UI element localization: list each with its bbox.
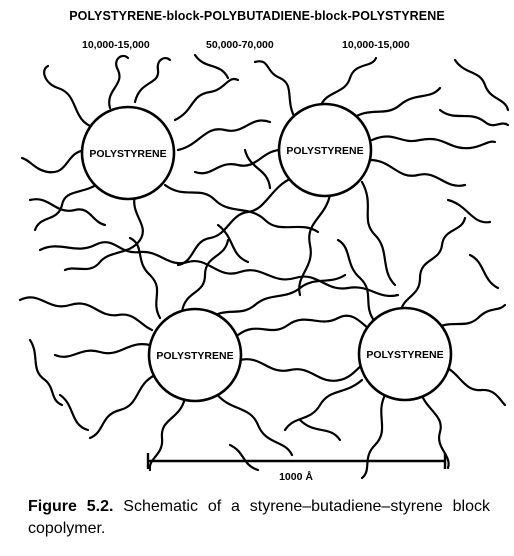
chain <box>362 395 385 478</box>
chain <box>60 395 88 430</box>
caption-text: Schematic of a styrene–butadiene–styrene block copolymer. <box>28 498 490 537</box>
chain <box>350 88 440 120</box>
chain <box>195 55 228 78</box>
chain <box>230 445 258 470</box>
chain <box>370 160 465 186</box>
chain <box>35 182 100 230</box>
polybutadiene-chains <box>20 55 508 478</box>
figure-number: Figure 5.2. <box>28 498 114 515</box>
chain <box>455 60 508 110</box>
chain <box>20 297 152 330</box>
chain <box>130 238 160 318</box>
domain-label: POLYSTYRENE <box>286 145 364 157</box>
chain <box>448 200 490 222</box>
chain <box>22 150 88 172</box>
chain <box>40 242 398 296</box>
domain-label: POLYSTYRENE <box>366 349 444 361</box>
chain <box>44 66 95 128</box>
chain <box>208 275 345 320</box>
chain <box>320 58 376 108</box>
chain <box>218 225 248 262</box>
chain <box>150 398 185 470</box>
chain <box>240 359 362 381</box>
domain-label: POLYSTYRENE <box>89 148 167 160</box>
chain <box>372 136 495 148</box>
chain <box>30 340 62 405</box>
chain <box>109 56 128 108</box>
mw-right-block: 10,000-15,000 <box>342 39 410 51</box>
chain <box>90 375 155 438</box>
chain <box>440 110 508 125</box>
chain <box>255 61 295 118</box>
chain <box>175 79 238 120</box>
chain <box>400 218 465 315</box>
mw-middle-block: 50,000-70,000 <box>206 39 274 51</box>
chain <box>182 240 228 312</box>
chain <box>300 420 340 440</box>
figure-caption <box>28 496 490 540</box>
chain <box>285 380 362 430</box>
chain <box>65 195 143 270</box>
chain <box>135 58 170 102</box>
chain <box>362 182 395 285</box>
chain <box>55 344 150 357</box>
mw-left-block: 10,000-15,000 <box>82 39 150 51</box>
chain <box>338 240 375 322</box>
chain <box>470 255 498 288</box>
domain-label: POLYSTYRENE <box>156 350 234 362</box>
chain <box>195 150 285 173</box>
chain <box>178 120 270 150</box>
chain <box>440 365 505 405</box>
chain <box>165 185 318 232</box>
scale-bar-label: 1000 Å <box>279 471 313 483</box>
scale-bar <box>148 453 445 469</box>
chain <box>215 392 292 455</box>
chain <box>238 316 368 335</box>
diagram-title: POLYSTYRENE-block-POLYBUTADIENE-block-POLYSTYRENE <box>69 9 445 23</box>
